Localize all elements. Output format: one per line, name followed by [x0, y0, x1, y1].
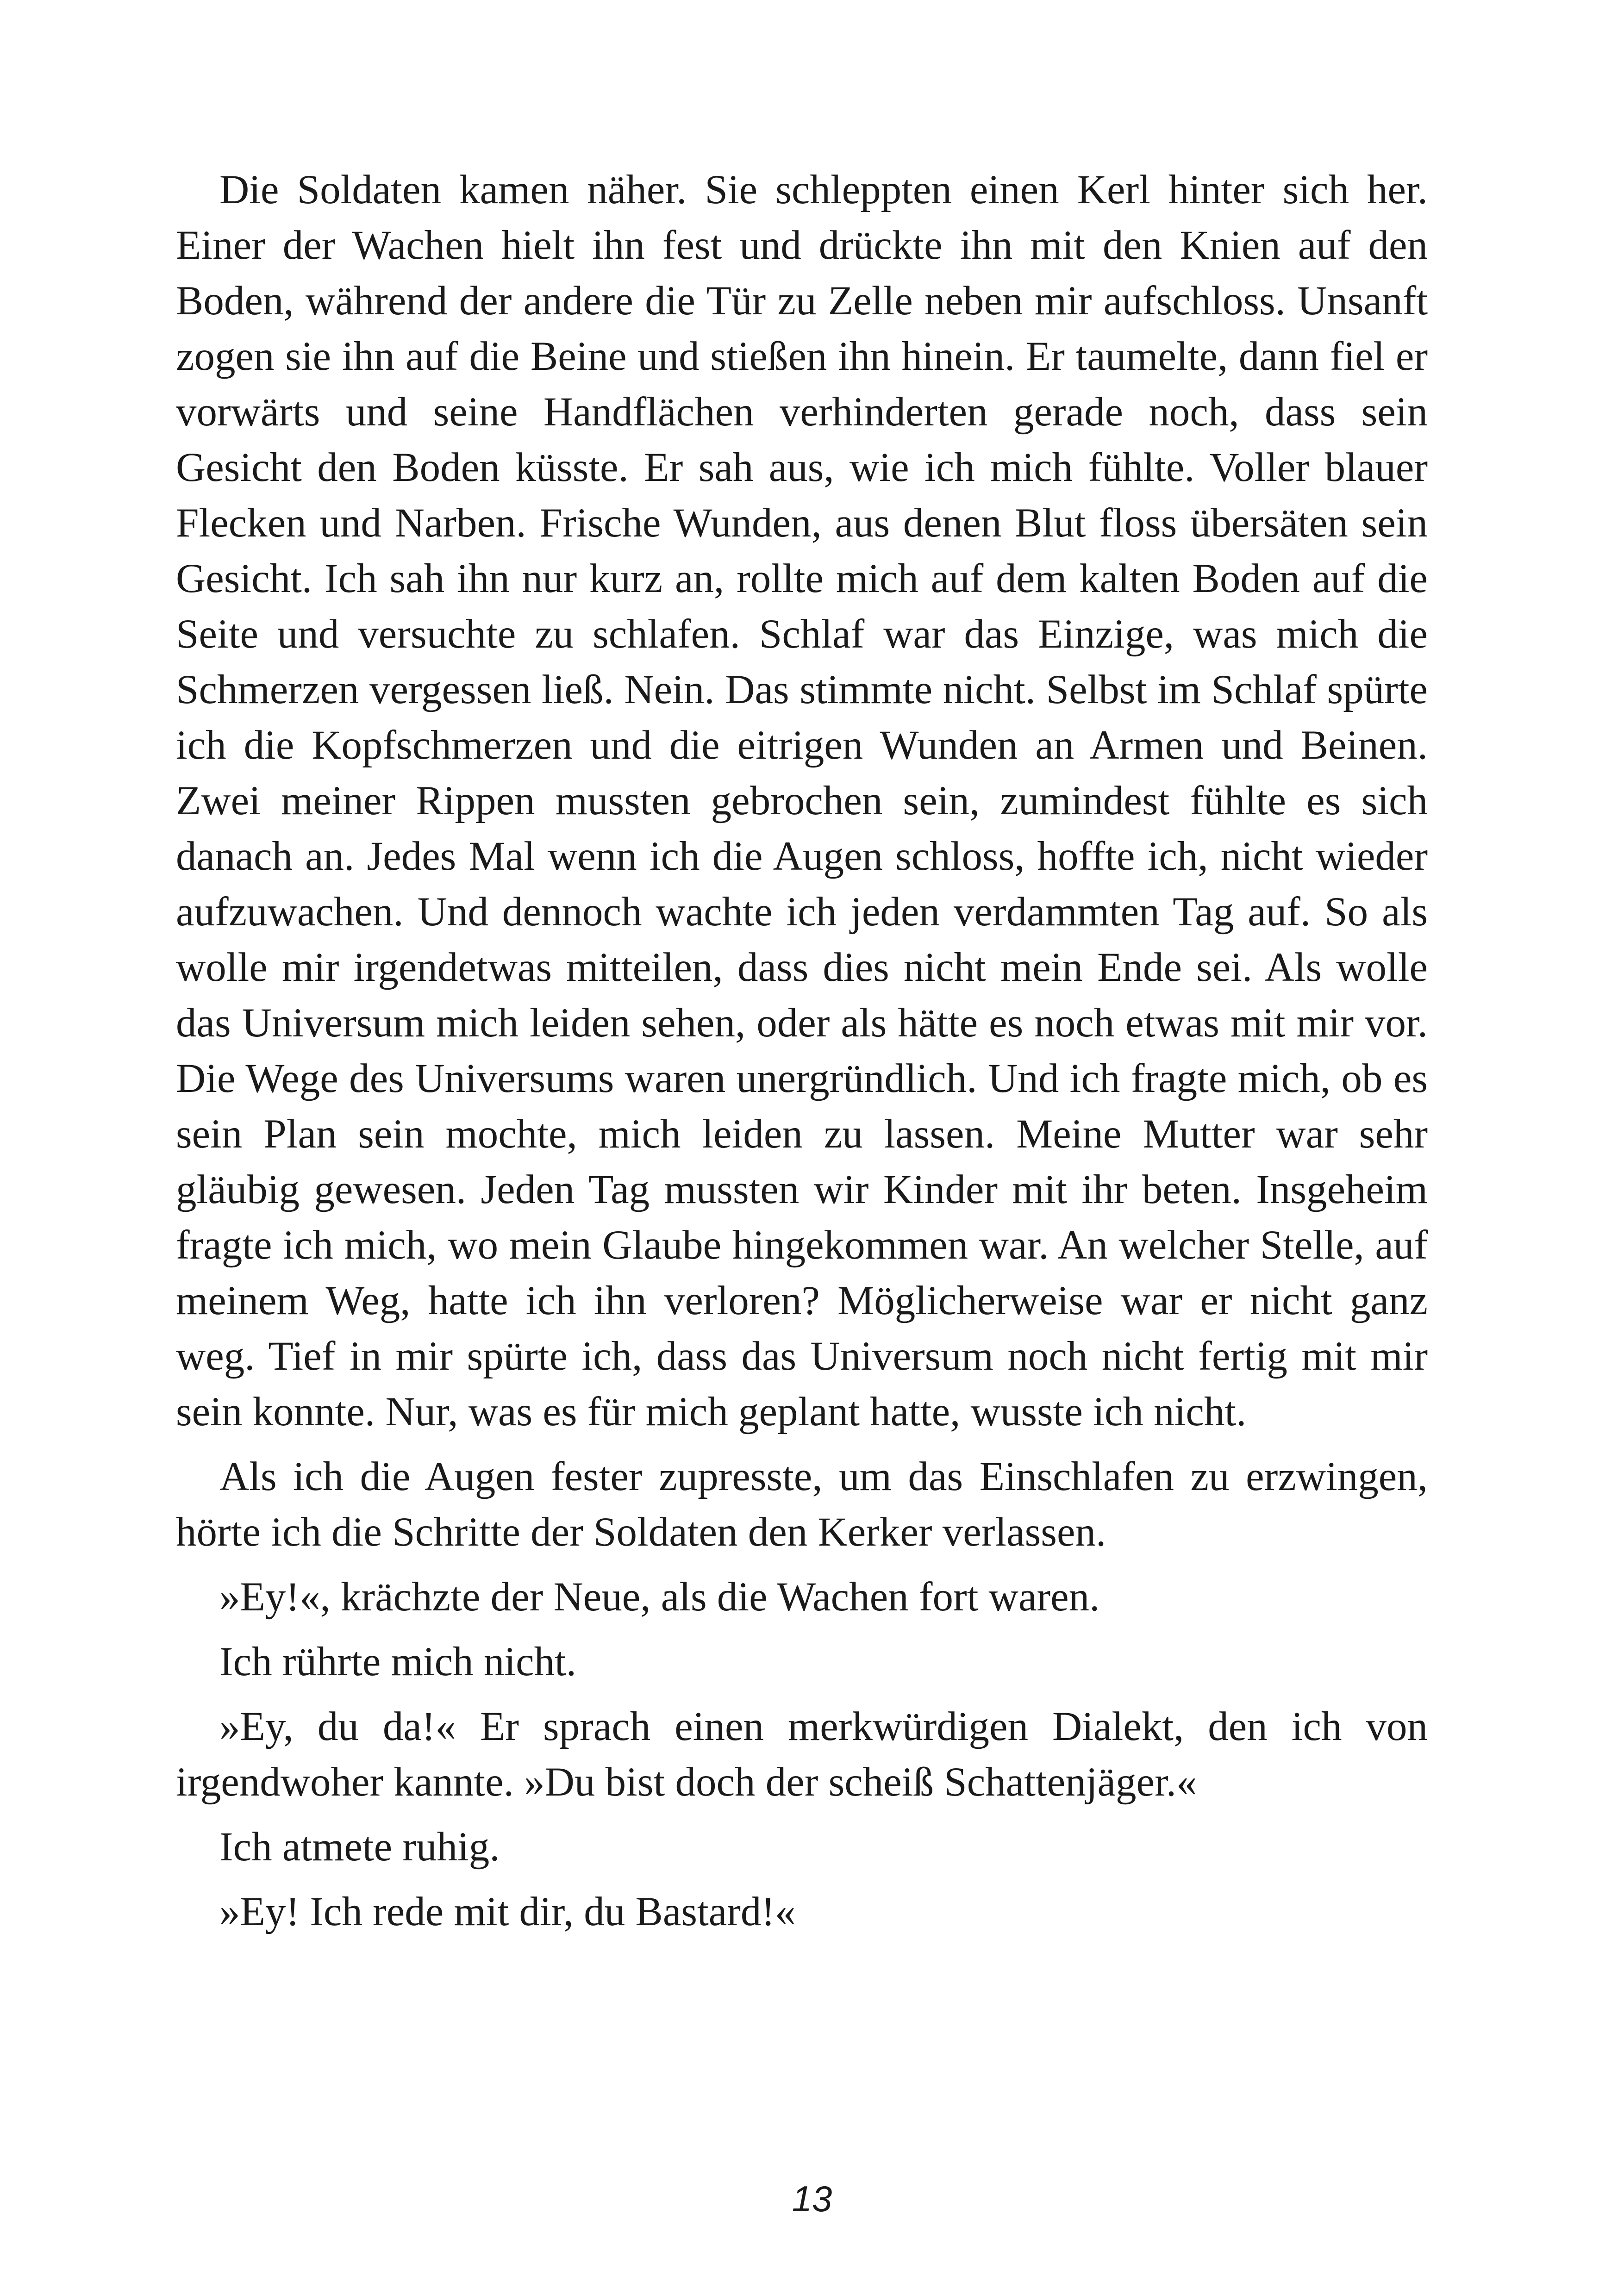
paragraph: »Ey!«, krächzte der Neue, als die Wachen fort waren.: [219, 1574, 1100, 1620]
page-number: 13: [792, 2178, 832, 2219]
paragraph: »Ey! Ich rede mit dir, du Bastard!«: [219, 1889, 796, 1934]
paragraph: Ich rührte mich nicht.: [219, 1639, 577, 1684]
paragraph: Die Soldaten kamen näher. Sie schleppten einen Kerl hinter sich her. Einer der Wachen hielt ihn fest und drückte ihn mit den Knien auf den Boden, während der andere die Tür zu Zelle neben mir aufschloss. Unsanft zogen sie ihn auf die Beine und stießen ihn hinein. Er taumelte, dann fiel er vorwärts und seine Handflächen verhinderten gerade noch, dass sein Gesicht den Boden küsste. Er sah aus, wie ich mich fühlte. Voller blauer Flecken und Narben. Frische Wunden, aus denen Blut floss übersäten sein Gesicht. Ich sah ihn nur kurz an, rollte mich auf dem kalten Boden auf die Seite und versuchte zu schlafen. Schlaf war das Einzige, was mich die Schmerzen vergessen ließ. Nein. Das stimmte nicht. Selbst im Schlaf spürte ich die Kopfschmerzen und die eitrigen Wunden an Armen und Beinen. Zwei meiner Rippen mussten gebrochen sein, zumindest fühlte es sich danach an. Jedes Mal wenn ich die Augen schloss, hoffte ich, nicht wieder aufzuwachen. Und dennoch wachte ich jeden verdammten Tag auf. So als wolle mir irgendetwas mitteilen, dass dies nicht mein Ende sei. Als wolle das Universum mich leiden sehen, oder als hätte es noch etwas mit mir vor. Die Wege des Universums waren unergründlich. Und ich fragte mich, ob es sein Plan sein mochte, mich leiden zu lassen. Meine Mutter war sehr gläubig gewesen. Jeden Tag mussten wir Kinder mit ihr beten. Insgeheim fragte ich mich, wo mein Glaube hingekommen war. An welcher Stelle, auf meinem Weg, hatte ich ihn verloren? Möglicherweise war er nicht ganz weg. Tief in mir spürte ich, dass das Universum noch nicht fertig mit mir sein konnte. Nur, was es für mich geplant hatte, wusste ich nicht.: [176, 167, 1428, 1434]
paragraph: Ich atmete ruhig.: [219, 1824, 500, 1870]
body-text: [176, 162, 1428, 1940]
paragraph: Als ich die Augen fester zupresste, um das Einschlafen zu erzwingen, hörte ich die Schritte der Soldaten den Kerker verlassen.: [176, 1454, 1428, 1555]
paragraph: »Ey, du da!« Er sprach einen merkwürdigen Dialekt, den ich von irgendwoher kannte. »Du bist doch der scheiß Schattenjäger.«: [176, 1704, 1428, 1805]
